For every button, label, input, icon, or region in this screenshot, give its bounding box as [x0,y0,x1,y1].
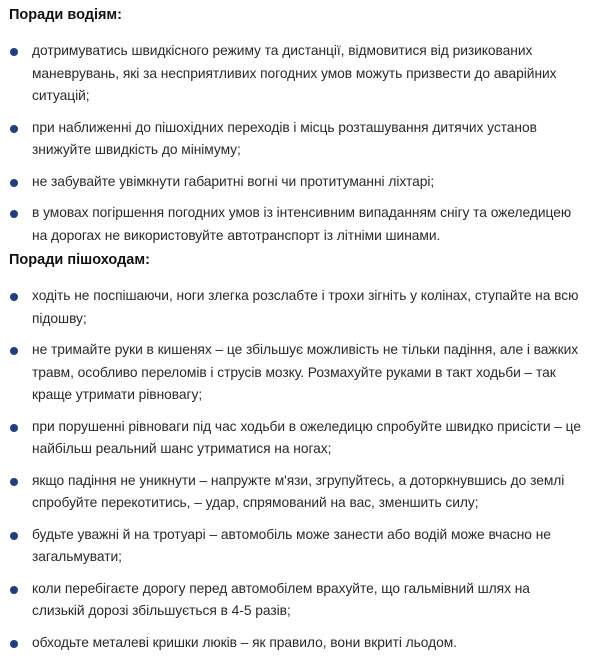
bullet-dot-icon [10,532,18,540]
drivers-tips-list [0,40,592,256]
list-item [0,339,592,407]
list-item [0,416,592,461]
bullet-dot-icon [10,179,18,187]
tip-text: не забувайте увімкнути габаритні вогні чи протитуманні ліхтарі; [32,173,435,189]
list-item [0,40,592,108]
pedestrians-heading: Поради пішоходам: [9,252,150,268]
list-item [0,285,592,330]
bullet-dot-icon [10,347,18,355]
tip-text: в умовах погіршення погодних умов із інтенсивним випаданням снігу та ожеледицею на дорогах не використовуйте автотранспорт із літніми шинами. [32,205,572,243]
tip-text: будьте уважні й на тротуарі – автомобіль може занести або водій може вчасно не загальмувати; [32,526,551,564]
tip-text: дотримуватись швидкісного режиму та дистанції, відмовитися від ризикованих маневрувань, які за несприятливих погодних умов можуть призвести до аварійних ситуацій; [32,43,557,103]
bullet-dot-icon [10,48,18,56]
list-item [0,171,592,194]
bullet-dot-icon [10,210,18,218]
tip-text: якщо падіння не уникнути – напружте м'язи, згрупуйтесь, а доторкнувшись до землі спробуйте перекотитись, – удар, спрямований на вас, зменшить силу; [32,472,565,510]
tip-text: ходіть не поспішаючи, ноги злегка розслабте і трохи зігніть у колінах, ступайте на всю підошву; [32,288,579,326]
bullet-dot-icon [10,640,18,648]
list-item [0,202,592,247]
bullet-dot-icon [10,125,18,133]
tip-text: не тримайте руки в кишенях – це збільшує можливість не тільки падіння, але і важких травм, особливо переломів і струсів мозку. Розмахуйте руками в такт ходьби – так краще утримати рівновагу; [32,342,579,402]
bullet-dot-icon [10,478,18,486]
tip-text: при наближенні до пішохідних переходів і місць розташування дитячих установ знижуйте швидкість до мінімуму; [32,119,537,157]
bullet-dot-icon [10,424,18,432]
tip-text: обходьте металеві кришки люків – як правило, вони вкриті льодом. [32,634,457,650]
list-item [0,470,592,515]
drivers-heading: Поради водіям: [9,7,122,23]
bullet-dot-icon [10,293,18,301]
bullet-dot-icon [10,586,18,594]
tip-text: при порушенні рівноваги під час ходьби в ожеледицю спробуйте швидко присісти – це найбільш реальний шанс утриматися на ногах; [32,418,581,456]
tip-text: коли перебігаєте дорогу перед автомобілем врахуйте, що гальмівний шлях на слизькій дорозі збільшується в 4-5 разів; [32,580,530,618]
list-item [0,117,592,162]
list-item [0,524,592,569]
pedestrians-tips-list [0,285,592,663]
list-item [0,632,592,655]
list-item [0,578,592,623]
